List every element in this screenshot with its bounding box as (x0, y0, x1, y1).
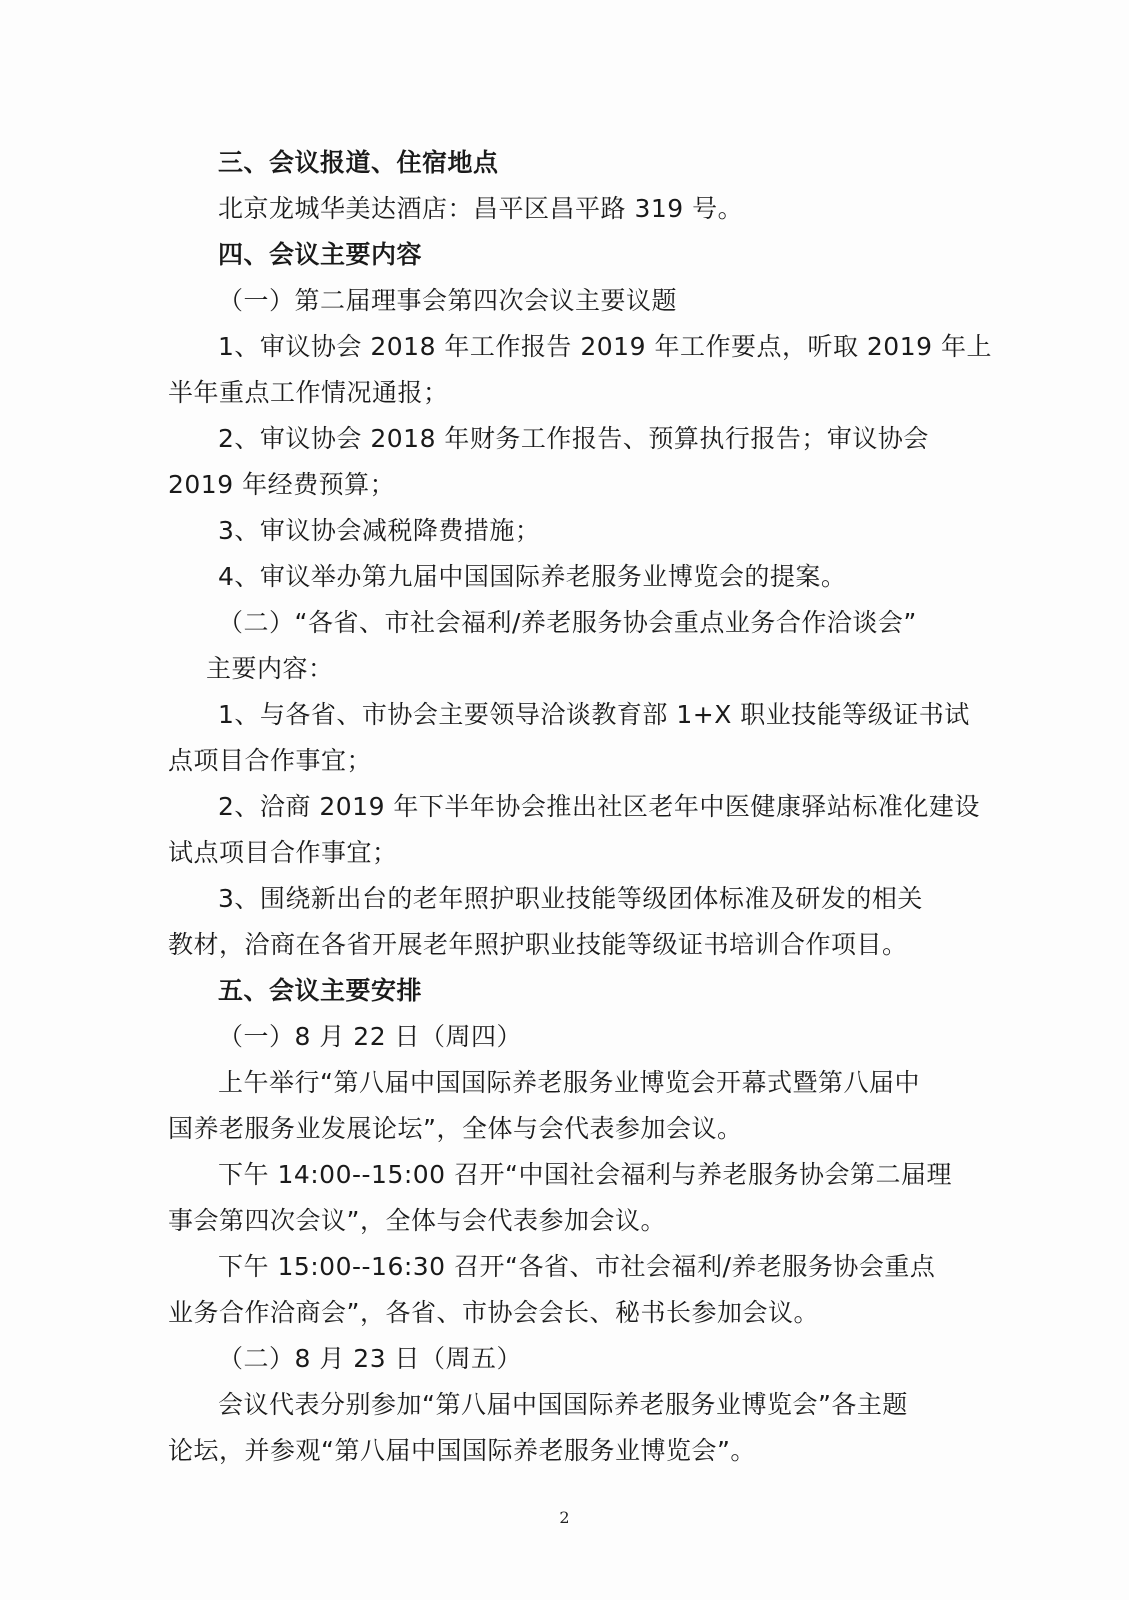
paragraph-line: 2019 年经费预算； (168, 470, 396, 499)
paragraph-line: 国养老服务业发展论坛”，全体与会代表参加会议。 (168, 1114, 743, 1143)
subsection-heading: （二）“各省、市社会福利/养老服务协会重点业务合作洽谈会” (218, 608, 917, 637)
paragraph-line: 会议代表分别参加“第八届中国国际养老服务业博览会”各主题 (218, 1390, 908, 1419)
paragraph-line: 下午 14:00--15:00 召开“中国社会福利与养老服务协会第二届理 (218, 1160, 952, 1189)
paragraph-line: 3、围绕新出台的老年照护职业技能等级团体标准及研发的相关 (218, 884, 923, 913)
subsection-heading: （一）第二届理事会第四次会议主要议题 (218, 286, 678, 315)
subsection-heading: （二）8 月 23 日（周五） (218, 1344, 523, 1373)
paragraph-line: 主要内容： (206, 654, 334, 683)
section-heading-4: 四、会议主要内容 (218, 240, 423, 269)
subsection-heading: （一）8 月 22 日（周四） (218, 1022, 523, 1051)
paragraph-line: 论坛，并参观“第八届中国国际养老服务业博览会”。 (168, 1436, 756, 1465)
paragraph-line: 试点项目合作事宜； (168, 838, 398, 867)
paragraph-line: 半年重点工作情况通报； (168, 378, 449, 407)
paragraph-line: 2、审议协会 2018 年财务工作报告、预算执行报告；审议协会 (218, 424, 929, 453)
paragraph-line: 点项目合作事宜； (168, 746, 373, 775)
paragraph-line: 4、审议举办第九届中国国际养老服务业博览会的提案。 (218, 562, 847, 591)
paragraph-line: 北京龙城华美达酒店：昌平区昌平路 319 号。 (218, 194, 744, 223)
paragraph-line: 下午 15:00--16:30 召开“各省、市社会福利/养老服务协会重点 (218, 1252, 936, 1281)
paragraph-line: 教材，洽商在各省开展老年照护职业技能等级证书培训合作项目。 (168, 930, 908, 959)
paragraph-line: 3、审议协会减税降费措施； (218, 516, 541, 545)
paragraph-line: 1、与各省、市协会主要领导洽谈教育部 1+X 职业技能等级证书试 (218, 700, 970, 729)
paragraph-line: 业务合作洽商会”，各省、市协会会长、秘书长参加会议。 (168, 1298, 819, 1327)
paragraph-line: 事会第四次会议”，全体与会代表参加会议。 (168, 1206, 666, 1235)
section-heading-5: 五、会议主要安排 (218, 976, 423, 1005)
paragraph-line: 1、审议协会 2018 年工作报告 2019 年工作要点，听取 2019 年上 (218, 332, 992, 361)
paragraph-line: 上午举行“第八届中国国际养老服务业博览会开幕式暨第八届中 (218, 1068, 920, 1097)
document-body (168, 140, 992, 1474)
paragraph-line: 2、洽商 2019 年下半年协会推出社区老年中医健康驿站标准化建设 (218, 792, 980, 821)
page-number: 2 (559, 1508, 570, 1527)
section-heading-3: 三、会议报道、住宿地点 (218, 148, 499, 177)
